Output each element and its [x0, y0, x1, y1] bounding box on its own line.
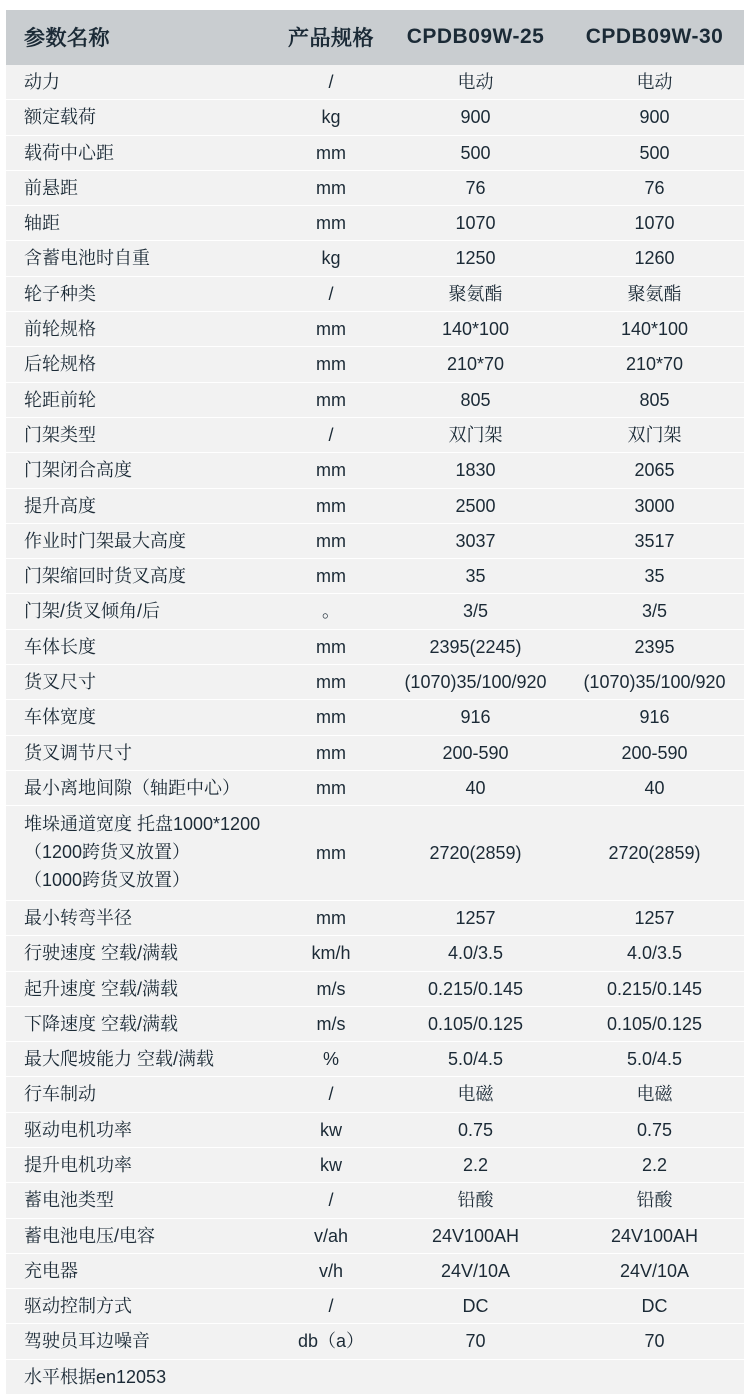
table-row [6, 1324, 744, 1359]
cell-parameter-name: 门架/货叉倾角/后 [6, 594, 276, 629]
cell-model-1-value: 2720(2859) [386, 806, 565, 901]
cell-model-2-value [565, 1359, 744, 1394]
table-header [6, 10, 744, 65]
cell-parameter-name: 含蓄电池时自重 [6, 241, 276, 276]
cell-parameter-name: 蓄电池类型 [6, 1183, 276, 1218]
cell-model-2-value: (1070)35/100/920 [565, 665, 744, 700]
cell-model-1-value: 3/5 [386, 594, 565, 629]
cell-model-1-value: 35 [386, 559, 565, 594]
cell-unit: mm [276, 559, 386, 594]
table-row [6, 276, 744, 311]
cell-model-1-value: 2500 [386, 488, 565, 523]
table-row [6, 735, 744, 770]
cell-model-2-value: 2395 [565, 629, 744, 664]
table-row [6, 488, 744, 523]
cell-unit: mm [276, 453, 386, 488]
cell-parameter-name: 门架闭合高度 [6, 453, 276, 488]
cell-model-1-value [386, 1359, 565, 1394]
table-row [6, 206, 744, 241]
cell-parameter-name: 蓄电池电压/电容 [6, 1218, 276, 1253]
column-header-model-1: CPDB09W-25 [386, 10, 565, 65]
cell-parameter-name: 驱动控制方式 [6, 1289, 276, 1324]
cell-model-1-value: 0.105/0.125 [386, 1006, 565, 1041]
cell-model-1-value: 3037 [386, 523, 565, 558]
cell-parameter-name: 驾驶员耳边噪音 [6, 1324, 276, 1359]
cell-parameter-name: 提升高度 [6, 488, 276, 523]
cell-model-1-value: 140*100 [386, 312, 565, 347]
table-row [6, 453, 744, 488]
cell-model-2-value: 140*100 [565, 312, 744, 347]
cell-model-1-value: 76 [386, 170, 565, 205]
cell-parameter-name: 行车制动 [6, 1077, 276, 1112]
cell-model-2-value: 电磁 [565, 1077, 744, 1112]
table-row [6, 806, 744, 901]
cell-parameter-name: 最大爬坡能力 空载/满载 [6, 1042, 276, 1077]
cell-model-2-value: 24V/10A [565, 1253, 744, 1288]
cell-model-1-value: 805 [386, 382, 565, 417]
table-row [6, 770, 744, 805]
cell-model-2-value: 900 [565, 100, 744, 135]
cell-unit: mm [276, 170, 386, 205]
table-row [6, 135, 744, 170]
cell-parameter-name: 轴距 [6, 206, 276, 241]
cell-model-2-value: 0.215/0.145 [565, 971, 744, 1006]
cell-model-2-value: 40 [565, 770, 744, 805]
cell-model-1-value: DC [386, 1289, 565, 1324]
cell-parameter-name: 门架缩回时货叉高度 [6, 559, 276, 594]
cell-model-2-value: 3/5 [565, 594, 744, 629]
cell-parameter-name [6, 806, 276, 901]
cell-parameter-name: 水平根据en12053 [6, 1359, 276, 1394]
cell-model-2-value: 聚氨酯 [565, 276, 744, 311]
cell-unit: mm [276, 135, 386, 170]
cell-model-1-value: 900 [386, 100, 565, 135]
cell-unit: / [276, 65, 386, 100]
cell-parameter-name: 起升速度 空载/满载 [6, 971, 276, 1006]
cell-model-1-value: (1070)35/100/920 [386, 665, 565, 700]
table-row [6, 594, 744, 629]
cell-model-2-value: 3517 [565, 523, 744, 558]
cell-model-1-value: 2.2 [386, 1147, 565, 1182]
cell-unit: m/s [276, 1006, 386, 1041]
table-row [6, 170, 744, 205]
table-row [6, 559, 744, 594]
cell-unit: mm [276, 700, 386, 735]
cell-parameter-name: 前轮规格 [6, 312, 276, 347]
cell-model-1-value: 电磁 [386, 1077, 565, 1112]
table-row [6, 1147, 744, 1182]
cell-model-2-value: 24V100AH [565, 1218, 744, 1253]
cell-unit: mm [276, 735, 386, 770]
cell-model-2-value: 5.0/4.5 [565, 1042, 744, 1077]
cell-parameter-name: 驱动电机功率 [6, 1112, 276, 1147]
cell-model-1-value: 1250 [386, 241, 565, 276]
cell-unit: mm [276, 806, 386, 901]
cell-model-2-value: 70 [565, 1324, 744, 1359]
specification-table [6, 10, 744, 1394]
cell-model-1-value: 40 [386, 770, 565, 805]
cell-model-2-value: 2065 [565, 453, 744, 488]
cell-parameter-name: 最小转弯半径 [6, 900, 276, 935]
cell-parameter-name: 门架类型 [6, 417, 276, 452]
cell-unit: v/h [276, 1253, 386, 1288]
cell-parameter-name: 额定载荷 [6, 100, 276, 135]
table-row [6, 65, 744, 100]
cell-parameter-name: 下降速度 空载/满载 [6, 1006, 276, 1041]
cell-parameter-name-line: 堆垛通道宽度 托盘1000*1200 [24, 814, 261, 835]
cell-model-2-value: 2720(2859) [565, 806, 744, 901]
cell-parameter-name-line: （1200跨货叉放置） [24, 842, 191, 863]
cell-unit: % [276, 1042, 386, 1077]
cell-model-1-value: 电动 [386, 65, 565, 100]
cell-unit: 。 [276, 594, 386, 629]
table-row [6, 382, 744, 417]
cell-unit [276, 1359, 386, 1394]
cell-unit: kg [276, 100, 386, 135]
cell-model-2-value: 铅酸 [565, 1183, 744, 1218]
cell-model-1-value: 5.0/4.5 [386, 1042, 565, 1077]
cell-parameter-name-line: （1000跨货叉放置） [24, 870, 191, 891]
cell-unit: mm [276, 312, 386, 347]
cell-unit: km/h [276, 936, 386, 971]
cell-unit: / [276, 1077, 386, 1112]
cell-parameter-name: 最小离地间隙（轴距中心） [6, 770, 276, 805]
table-row [6, 1006, 744, 1041]
cell-parameter-name: 后轮规格 [6, 347, 276, 382]
cell-model-2-value: 电动 [565, 65, 744, 100]
cell-model-2-value: 35 [565, 559, 744, 594]
cell-parameter-name: 货叉调节尺寸 [6, 735, 276, 770]
cell-unit: mm [276, 665, 386, 700]
cell-model-2-value: 500 [565, 135, 744, 170]
cell-unit: db（a） [276, 1324, 386, 1359]
table-row [6, 417, 744, 452]
cell-model-2-value: 双门架 [565, 417, 744, 452]
cell-model-2-value: DC [565, 1289, 744, 1324]
cell-model-1-value: 1257 [386, 900, 565, 935]
cell-unit: kw [276, 1147, 386, 1182]
table-row [6, 1112, 744, 1147]
cell-model-2-value: 210*70 [565, 347, 744, 382]
cell-parameter-name: 车体长度 [6, 629, 276, 664]
table-row [6, 1253, 744, 1288]
cell-unit: m/s [276, 971, 386, 1006]
cell-model-2-value: 916 [565, 700, 744, 735]
cell-unit: mm [276, 488, 386, 523]
cell-unit: mm [276, 900, 386, 935]
cell-unit: / [276, 276, 386, 311]
cell-parameter-name: 充电器 [6, 1253, 276, 1288]
table-row [6, 1077, 744, 1112]
cell-model-1-value: 0.75 [386, 1112, 565, 1147]
table-row [6, 1218, 744, 1253]
cell-unit: / [276, 1289, 386, 1324]
cell-model-2-value: 3000 [565, 488, 744, 523]
cell-parameter-name: 动力 [6, 65, 276, 100]
column-header-product-spec: 产品规格 [276, 10, 386, 65]
column-header-parameter-name: 参数名称 [6, 10, 276, 65]
table-row [6, 971, 744, 1006]
cell-unit: kg [276, 241, 386, 276]
cell-model-1-value: 1830 [386, 453, 565, 488]
table-row [6, 700, 744, 735]
cell-model-1-value: 2395(2245) [386, 629, 565, 664]
table-row [6, 936, 744, 971]
table-row [6, 241, 744, 276]
cell-unit: mm [276, 382, 386, 417]
cell-unit: mm [276, 629, 386, 664]
cell-unit: / [276, 417, 386, 452]
cell-unit: mm [276, 347, 386, 382]
cell-parameter-name: 轮子种类 [6, 276, 276, 311]
table-row [6, 1042, 744, 1077]
table-row [6, 312, 744, 347]
cell-parameter-name: 轮距前轮 [6, 382, 276, 417]
table-row [6, 629, 744, 664]
cell-model-1-value: 200-590 [386, 735, 565, 770]
table-body [6, 65, 744, 1394]
table-row [6, 1289, 744, 1324]
cell-model-2-value: 1260 [565, 241, 744, 276]
cell-model-1-value: 聚氨酯 [386, 276, 565, 311]
cell-model-1-value: 500 [386, 135, 565, 170]
cell-model-1-value: 双门架 [386, 417, 565, 452]
cell-model-2-value: 1070 [565, 206, 744, 241]
cell-model-2-value: 200-590 [565, 735, 744, 770]
table-row [6, 347, 744, 382]
cell-unit: mm [276, 206, 386, 241]
cell-unit: mm [276, 770, 386, 805]
cell-parameter-name: 前悬距 [6, 170, 276, 205]
cell-model-1-value: 0.215/0.145 [386, 971, 565, 1006]
cell-model-1-value: 24V100AH [386, 1218, 565, 1253]
cell-model-1-value: 4.0/3.5 [386, 936, 565, 971]
cell-model-1-value: 916 [386, 700, 565, 735]
cell-model-2-value: 0.75 [565, 1112, 744, 1147]
table-row [6, 1183, 744, 1218]
cell-parameter-name: 车体宽度 [6, 700, 276, 735]
cell-model-1-value: 24V/10A [386, 1253, 565, 1288]
cell-parameter-name: 作业时门架最大高度 [6, 523, 276, 558]
cell-model-1-value: 210*70 [386, 347, 565, 382]
table-header-row [6, 10, 744, 65]
cell-parameter-name: 行驶速度 空载/满载 [6, 936, 276, 971]
cell-parameter-name: 提升电机功率 [6, 1147, 276, 1182]
cell-parameter-name: 货叉尺寸 [6, 665, 276, 700]
cell-model-2-value: 1257 [565, 900, 744, 935]
table-row [6, 100, 744, 135]
cell-model-2-value: 0.105/0.125 [565, 1006, 744, 1041]
table-row [6, 665, 744, 700]
cell-model-2-value: 805 [565, 382, 744, 417]
cell-model-2-value: 4.0/3.5 [565, 936, 744, 971]
cell-model-1-value: 70 [386, 1324, 565, 1359]
table-row [6, 1359, 744, 1394]
cell-unit: / [276, 1183, 386, 1218]
cell-unit: v/ah [276, 1218, 386, 1253]
table-row [6, 523, 744, 558]
cell-parameter-name: 载荷中心距 [6, 135, 276, 170]
cell-unit: kw [276, 1112, 386, 1147]
cell-model-2-value: 2.2 [565, 1147, 744, 1182]
cell-model-2-value: 76 [565, 170, 744, 205]
column-header-model-2: CPDB09W-30 [565, 10, 744, 65]
cell-model-1-value: 铅酸 [386, 1183, 565, 1218]
cell-model-1-value: 1070 [386, 206, 565, 241]
cell-unit: mm [276, 523, 386, 558]
table-row [6, 900, 744, 935]
